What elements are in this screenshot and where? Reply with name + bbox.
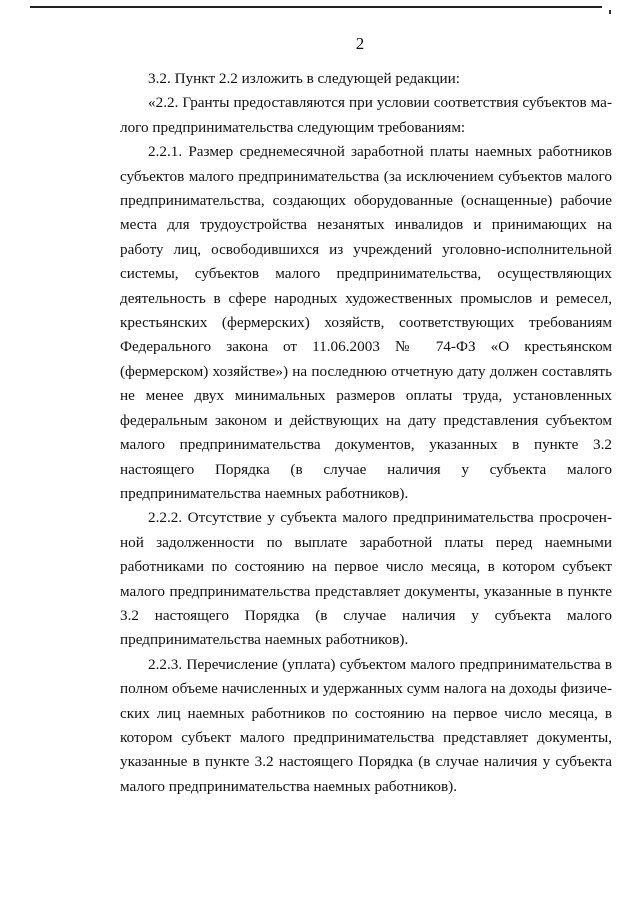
- page-number: 2: [355, 34, 365, 53]
- document-body: [120, 67, 612, 799]
- scan-mark: [609, 10, 611, 14]
- paragraph-2-2: «2.2. Гранты предоставляются при условии соответствия субъектов малого предпринимательства следующим требованиям:: [120, 94, 612, 136]
- top-border-line: [30, 6, 602, 8]
- paragraph-2-2-2: 2.2.2. Отсутствие у субъекта малого предпринимательства просроченной задолженности по выплате заработной платы перед наемными работниками по состоянию на первое число месяца, в котором субъект малого предпринимательства представляет документы, указанные в пункте 3.2 настоящего Порядка (в случае наличия у субъекта малого предпринимательства наемных работников).: [120, 509, 612, 649]
- paragraph-2-2-1: 2.2.1. Размер среднемесячной заработной платы наемных работников субъектов малого предпринимательства (за исключением субъектов малого предпринимательства, создающих оборудованные (оснащенные) рабочие места для трудоустройства незанятых инвалидов и принимающих на работу лиц, освободившихся из учреждений уголовно-исполнительной системы, субъектов малого предпринимательства, осуществляющих деятельность в сфере народных художественных промыслов и ремесел, крестьянских (фермерских) хозяйств, соответствующих требованиям Федерального закона от 11.06.2003 № 74-ФЗ «О крестьянском (фермерском) хозяйстве») на последнюю отчетную дату должен составлять не менее двух минимальных размеров оплаты труда, установленных федеральным законом и действующих на дату представления субъектом малого предпринимательства документов, указанных в пункте 3.2 настоящего Порядка (в случае наличия у субъекта малого предпринимательства наемных работников).: [120, 143, 612, 502]
- paragraph-2-2-3: 2.2.3. Перечисление (уплата) субъектом малого предпринимательства в полном объеме начисленных и удержанных сумм налога на доходы физических лиц наемных работников по состоянию на первое число месяца, в котором субъект малого предпринимательства представляет документы, указанные в пункте 3.2 настоящего Порядка (в случае наличия у субъекта малого предпринимательства наемных работников).: [120, 655, 612, 795]
- paragraph-3-2: 3.2. Пункт 2.2 изложить в следующей редакции:: [148, 70, 461, 87]
